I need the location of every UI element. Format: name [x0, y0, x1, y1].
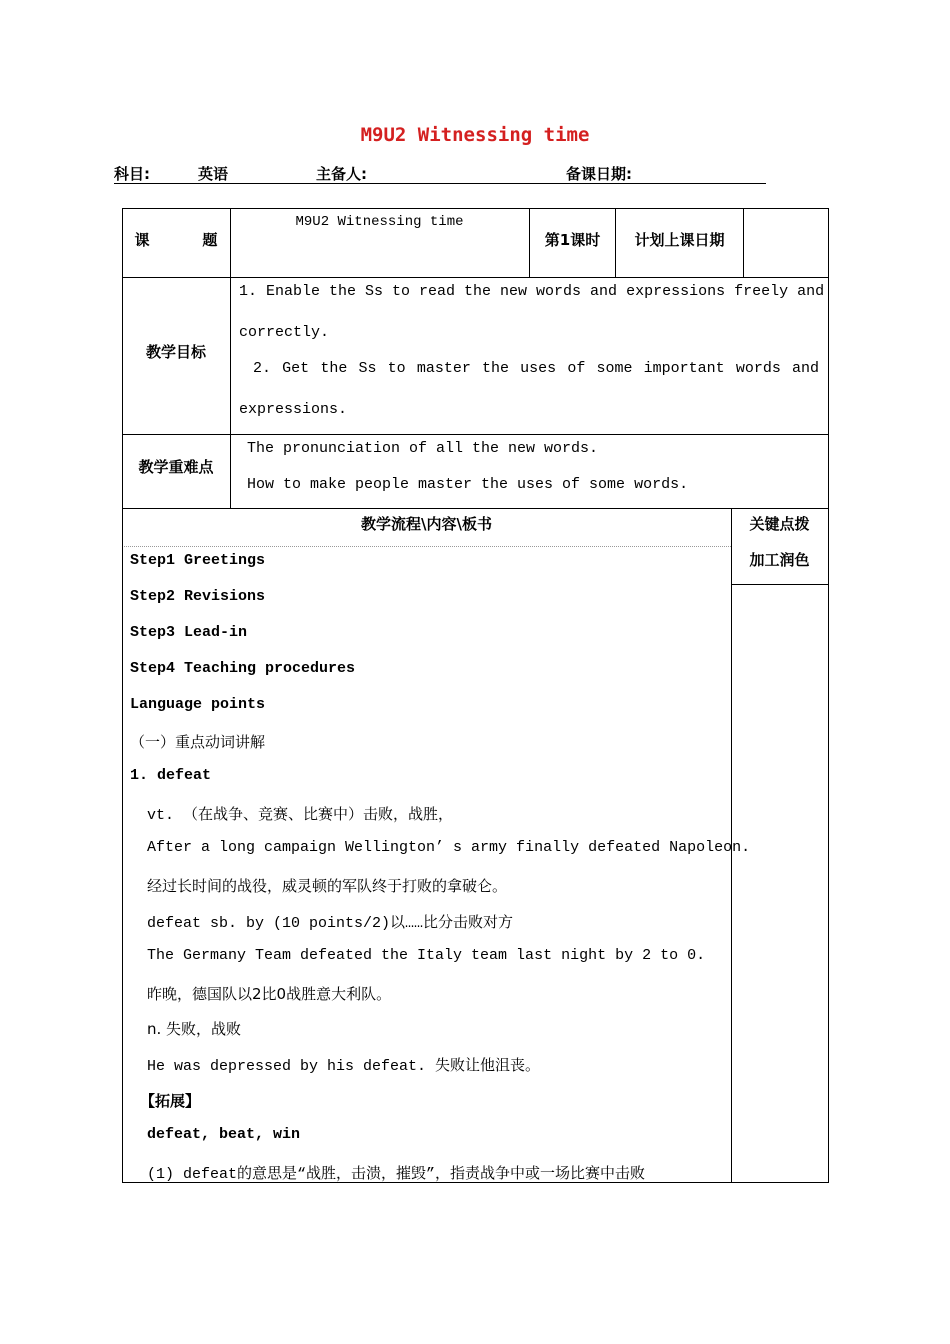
- language-points-heading: Language points: [130, 696, 266, 713]
- topic-value: M9U2 Witnessing time: [295, 214, 464, 230]
- defeat-noun-definition: n. 失败，战败: [147, 1020, 242, 1038]
- subject-label: 科目:: [114, 165, 150, 183]
- subject-value: 英语: [198, 165, 229, 183]
- objective-line-3: 2. Get the Ss to master the uses of some important words and: [253, 360, 819, 377]
- difficulties-label: 教学重难点: [138, 458, 214, 476]
- objective-line-1: 1. Enable the Ss to read the new words and expressions freely and: [239, 283, 825, 300]
- defeat-verb-definition: vt. （在战争、竞赛、比赛中）击败，战胜，: [147, 807, 454, 824]
- objective-line-4: expressions.: [239, 401, 348, 418]
- step-revisions: Step2 Revisions: [130, 588, 266, 605]
- verb-section-heading: （一）重点动词讲解: [130, 733, 266, 751]
- header-meta-line: [114, 163, 766, 184]
- word-defeat-heading: 1. defeat: [130, 767, 212, 784]
- example-sentence-2: The Germany Team defeated the Italy team last night by 2 to 0.: [147, 947, 706, 964]
- key-points-label: 关键点拨: [749, 515, 810, 533]
- step-teaching-procedures: Step4 Teaching procedures: [130, 660, 356, 677]
- topic-label: 课 题: [134, 231, 218, 249]
- difficulty-line-1: The pronunciation of all the new words.: [247, 440, 599, 457]
- example-translation-2: 昨晚，德国队以2比0战胜意大利队。: [147, 985, 392, 1003]
- preparer-label: 主备人:: [316, 165, 367, 183]
- comparison-note-1: (1) defeat的意思是“战胜，击溃，摧毁”，指责战争中或一场比赛中击败: [147, 1166, 646, 1183]
- document-title: M9U2 Witnessing time: [360, 124, 590, 146]
- example-translation-1: 经过长时间的战役，威灵顿的军队终于打败的拿破仑。: [147, 877, 508, 895]
- objective-line-2: correctly.: [239, 324, 330, 341]
- objectives-label: 教学目标: [145, 343, 206, 361]
- extension-heading: 【拓展】: [140, 1092, 201, 1110]
- planned-date-label: 计划上课日期: [634, 231, 725, 249]
- date-label: 备课日期:: [566, 165, 632, 183]
- step-lead-in: Step3 Lead-in: [130, 624, 248, 641]
- difficulty-line-2: How to make people master the uses of some words.: [247, 476, 689, 493]
- phrase-defeat-by: defeat sb. by (10 points/2)以……比分击败对方: [147, 915, 514, 932]
- process-header: 教学流程\内容\板书: [361, 515, 492, 533]
- comparison-words: defeat, beat, win: [147, 1126, 301, 1143]
- period-label: 第1课时: [544, 231, 601, 249]
- example-sentence-3: He was depressed by his defeat. 失败让他沮丧。: [147, 1058, 541, 1075]
- example-sentence-1: After a long campaign Wellington’ s army finally defeated Napoleon.: [147, 839, 751, 856]
- step-greetings: Step1 Greetings: [130, 552, 266, 569]
- polish-label: 加工润色: [749, 551, 810, 569]
